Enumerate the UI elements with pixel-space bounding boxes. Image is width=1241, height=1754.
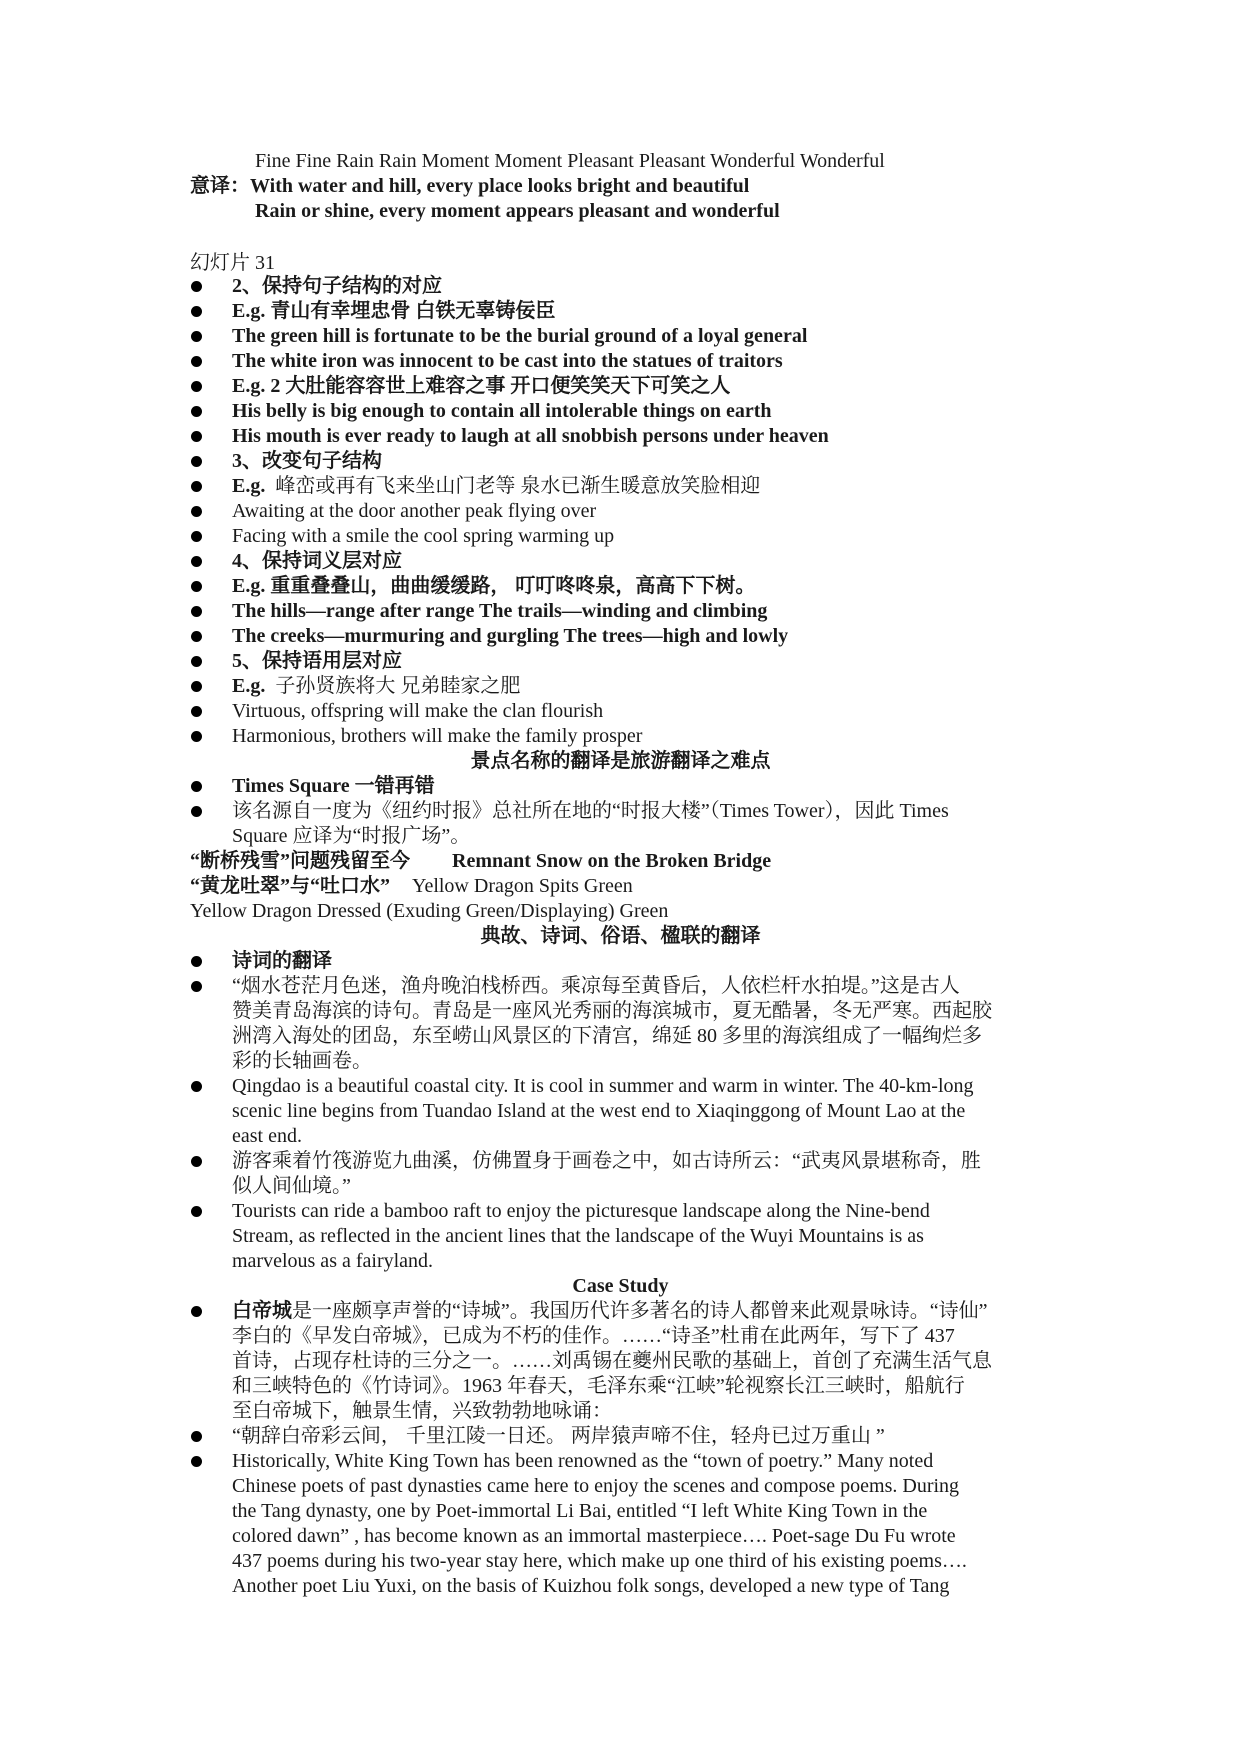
bullet-dot xyxy=(191,356,202,367)
bullet-dot xyxy=(191,681,202,692)
bullet-dot xyxy=(191,606,202,617)
paragraph-line: 437 poems during his two-year stay here, which make up one third of his existing poems…. xyxy=(232,1550,967,1572)
bullet-dot xyxy=(191,481,202,492)
bullet-dot xyxy=(191,1431,202,1442)
slide-label: 幻灯片 31 xyxy=(190,252,275,274)
bullet-dot xyxy=(191,506,202,517)
bullet-dot xyxy=(191,631,202,642)
bullet-dot xyxy=(191,1156,202,1167)
paragraph-line: marvelous as a fairyland. xyxy=(232,1250,434,1272)
duanqiao-line: “断桥残雪”问题残留至今 Remnant Snow on the Broken Bridge xyxy=(190,850,772,872)
bullet-dot xyxy=(191,556,202,567)
list-item: E.g. 2 大肚能容容世上难容之事 开口便笑笑天下可笑之人 xyxy=(232,375,731,397)
paragraph-line: 至白帝城下，触景生情，兴致勃勃地咏诵： xyxy=(232,1400,612,1422)
list-item: The hills—range after range The trails—winding and climbing xyxy=(232,600,768,622)
bullet-dot xyxy=(191,531,202,542)
huanglong-line: “黄龙吐翠”与“吐口水” Yellow Dragon Spits Green xyxy=(190,875,633,897)
free-translation-line-1: 意译：With water and hill, every place looks bright and beautiful xyxy=(190,175,750,197)
list-item: 5、保持语用层对应 xyxy=(232,650,402,672)
bullet-dot xyxy=(191,706,202,717)
bullet-dot xyxy=(191,806,202,817)
bullet-dot xyxy=(191,381,202,392)
paragraph-line: Historically, White King Town has been renowned as the “town of poetry.” Many noted xyxy=(232,1450,934,1472)
bullet-dot xyxy=(191,1206,202,1217)
paragraph-line: “烟水苍茫月色迷，渔舟晚泊栈桥西。乘凉每至黄昏后，人依栏杆水拍堤。”这是古人 xyxy=(232,975,960,997)
list-item: Times Square 一错再错 xyxy=(232,775,435,797)
list-item: 3、改变句子结构 xyxy=(232,450,382,472)
paragraph-line: east end. xyxy=(232,1125,302,1147)
list-item: His mouth is ever ready to laugh at all snobbish persons under heaven xyxy=(232,425,829,447)
list-item: E.g. 峰峦或再有飞来坐山门老等 泉水已渐生暖意放笑脸相迎 xyxy=(232,475,761,497)
paragraph-line: 彩的长轴画卷。 xyxy=(232,1050,372,1072)
bullet-dot xyxy=(191,306,202,317)
section-heading-case-study: Case Study xyxy=(572,1275,669,1297)
list-item: Harmonious, brothers will make the family prosper xyxy=(232,725,643,747)
paragraph-line: the Tang dynasty, one by Poet-immortal Li Bai, entitled “I left White King Town in the xyxy=(232,1500,928,1522)
bullet-dot xyxy=(191,656,202,667)
list-item: E.g. 子孙贤族将大 兄弟睦家之肥 xyxy=(232,675,521,697)
bullet-dot xyxy=(191,781,202,792)
paragraph-line: Qingdao is a beautiful coastal city. It is cool in summer and warm in winter. The 40-km-long xyxy=(232,1075,974,1097)
paragraph-line: 洲湾入海处的团岛，东至崂山风景区的下清宫，绵延 80 多里的海滨组成了一幅绚烂多 xyxy=(232,1025,982,1047)
list-item: E.g. 青山有幸埋忠骨 白铁无辜铸佞臣 xyxy=(232,300,556,322)
list-item: Facing with a smile the cool spring warming up xyxy=(232,525,615,547)
paragraph-line: Tourists can ride a bamboo raft to enjoy the picturesque landscape along the Nine-bend xyxy=(232,1200,930,1222)
list-item: His belly is big enough to contain all intolerable things on earth xyxy=(232,400,772,422)
bullet-dot xyxy=(191,331,202,342)
paragraph-line: scenic line begins from Tuandao Island at the west end to Xiaqinggong of Mount Lao at the xyxy=(232,1100,966,1122)
bullet-dot xyxy=(191,1306,202,1317)
bullet-dot xyxy=(191,281,202,292)
paragraph-line: Chinese poets of past dynasties came here to enjoy the scenes and compose poems. During xyxy=(232,1475,960,1497)
list-item: 4、保持词义层对应 xyxy=(232,550,402,572)
list-item: The green hill is fortunate to be the burial ground of a loyal general xyxy=(232,325,808,347)
word-by-word-line: Fine Fine Rain Rain Moment Moment Pleasant Pleasant Wonderful Wonderful xyxy=(255,150,885,172)
list-item: The white iron was innocent to be cast into the statues of traitors xyxy=(232,350,783,372)
list-item: 该名源自一度为《纽约时报》总社所在地的“时报大楼”（Times Tower），因此 Times xyxy=(232,800,949,822)
paragraph-line: Another poet Liu Yuxi, on the basis of Kuizhou folk songs, developed a new type of Tang xyxy=(232,1575,950,1597)
bullet-dot xyxy=(191,1081,202,1092)
list-item: 2、保持句子结构的对应 xyxy=(232,275,442,297)
list-item: The creeks—murmuring and gurgling The trees—high and lowly xyxy=(232,625,789,647)
paragraph-line: 赞美青岛海滨的诗句。青岛是一座风光秀丽的海滨城市，夏无酷暑，冬无严寒。西起胶 xyxy=(232,1000,992,1022)
free-translation-line-2: Rain or shine, every moment appears pleasant and wonderful xyxy=(255,200,780,222)
paragraph-line: Stream, as reflected in the ancient lines that the landscape of the Wuyi Mountains is as xyxy=(232,1225,924,1247)
bullet-dot xyxy=(191,981,202,992)
paragraph-line: 游客乘着竹筏游览九曲溪，仿佛置身于画卷之中，如古诗所云：“武夷风景堪称奇，胜 xyxy=(232,1150,981,1172)
list-item: Awaiting at the door another peak flying over xyxy=(232,500,597,522)
paragraph-line: 似人间仙境。” xyxy=(232,1175,351,1197)
list-item: E.g. 重重叠叠山，曲曲缓缓路， 叮叮咚咚泉，高高下下树。 xyxy=(232,575,756,597)
free-translation-label: 意译： xyxy=(190,175,250,197)
list-item-continuation: Square 应译为“时报广场”。 xyxy=(232,825,471,847)
bullet-dot xyxy=(191,406,202,417)
paragraph-line: 李白的《早发白帝城》，已成为不朽的佳作。……“诗圣”杜甫在此两年，写下了 437 xyxy=(232,1325,955,1347)
section-heading-allusions: 典故、诗词、俗语、楹联的翻译 xyxy=(480,925,761,947)
huanglong-alt-line: Yellow Dragon Dressed (Exuding Green/Displaying) Green xyxy=(190,900,669,922)
list-item: Virtuous, offspring will make the clan flourish xyxy=(232,700,604,722)
bullet-dot xyxy=(191,456,202,467)
bullet-dot xyxy=(191,731,202,742)
paragraph-line: colored dawn” , has become known as an immortal masterpiece…. Poet-sage Du Fu wrote xyxy=(232,1525,956,1547)
bullet-dot xyxy=(191,431,202,442)
section-heading-scenic-names: 景点名称的翻译是旅游翻译之难点 xyxy=(470,750,771,772)
paragraph-line: 白帝城是一座颇享声誉的“诗城”。我国历代许多著名的诗人都曾来此观景咏诗。“诗仙” xyxy=(232,1300,988,1322)
bullet-dot xyxy=(191,956,202,967)
paragraph-line: 和三峡特色的《竹诗词》。1963 年春天，毛泽东乘“江峡”轮视察长江三峡时，船航行 xyxy=(232,1375,965,1397)
bullet-dot xyxy=(191,1456,202,1467)
paragraph-line: 首诗，占现存杜诗的三分之一。……刘禹锡在夔州民歌的基础上，首创了充满生活气息 xyxy=(232,1350,992,1372)
bullet-dot xyxy=(191,581,202,592)
paragraph-line: “朝辞白帝彩云间， 千里江陵一日还。 两岸猿声啼不住，轻舟已过万重山 ” xyxy=(232,1425,885,1447)
list-item: 诗词的翻译 xyxy=(232,950,332,972)
